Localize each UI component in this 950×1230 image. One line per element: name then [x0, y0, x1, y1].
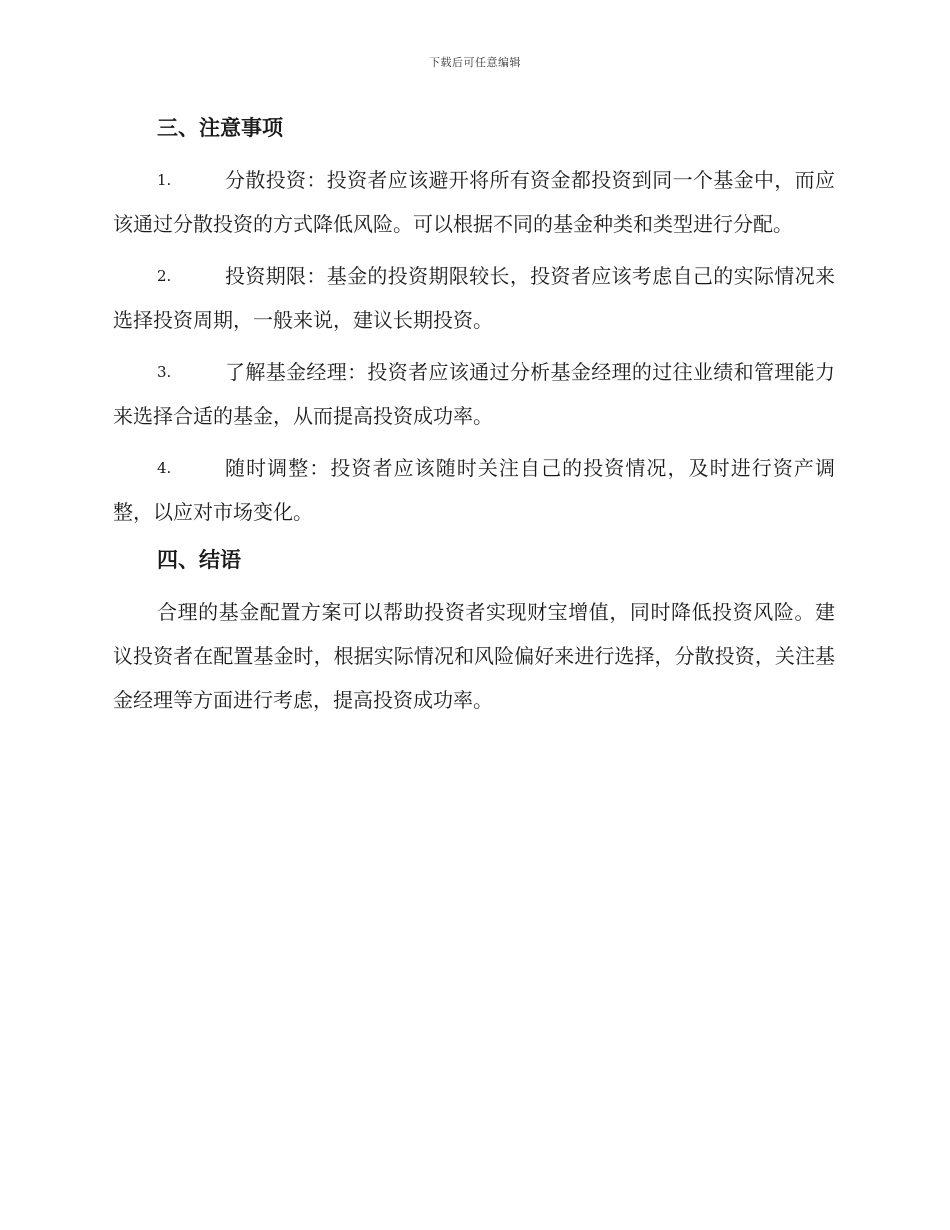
list-item-number: 1.: [157, 171, 172, 189]
list-item-text: 分散投资：投资者应该避开将所有资金都投资到同一个基金中，而应该通过分散投资的方式降低风险。可以根据不同的基金种类和类型进行分配。: [113, 168, 835, 236]
list-item-number: 3.: [157, 363, 172, 381]
list-item-number: 4.: [157, 459, 172, 477]
page-header-note: 下载后可任意编辑: [429, 56, 521, 69]
list-item: [113, 158, 835, 246]
list-item: [113, 350, 835, 438]
list-item: [113, 254, 835, 342]
section-heading-conclusion: 四、结语: [157, 547, 241, 572]
document-body: [113, 108, 835, 722]
list-item-text: 随时调整：投资者应该随时关注自己的投资情况，及时进行资产调整，以应对市场变化。: [113, 456, 835, 524]
list-item: [113, 446, 835, 534]
list-item-number: 2.: [157, 267, 172, 285]
conclusion-paragraph: 合理的基金配置方案可以帮助投资者实现财宝增值，同时降低投资风险。建议投资者在配置基金时，根据实际情况和风险偏好来进行选择，分散投资，关注基金经理等方面进行考虑，提高投资成功率。: [113, 600, 835, 712]
list-item-text: 了解基金经理：投资者应该通过分析基金经理的过往业绩和管理能力来选择合适的基金，从而提高投资成功率。: [113, 360, 835, 428]
section-heading-notes: 三、注意事项: [157, 115, 283, 140]
list-item-text: 投资期限：基金的投资期限较长，投资者应该考虑自己的实际情况来选择投资周期，一般来说，建议长期投资。: [113, 264, 835, 332]
